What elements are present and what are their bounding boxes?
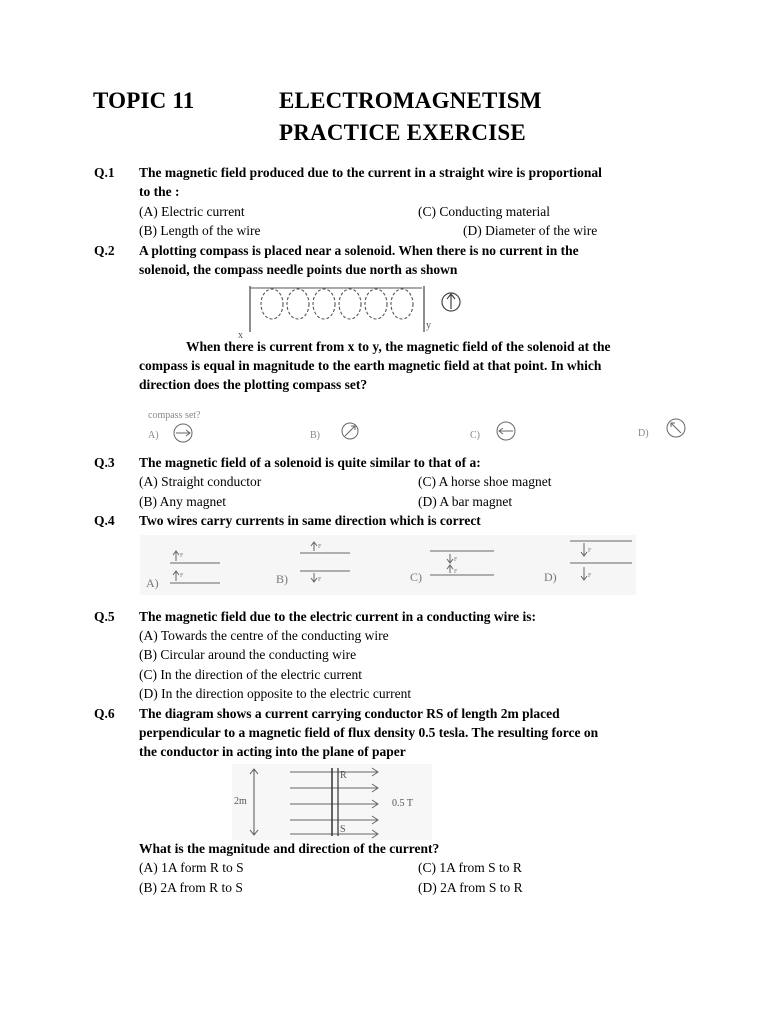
option-b: (B) Length of the wire — [139, 223, 261, 238]
question-number: Q.3 — [94, 455, 115, 470]
option-a: (A) Electric current — [139, 204, 245, 219]
question-number: Q.2 — [94, 243, 115, 258]
svg-text:F: F — [318, 577, 322, 583]
question-text: Two wires carry currents in same direction which is correct — [139, 513, 481, 528]
question-text: compass is equal in magnitude to the earth magnetic field at that point. In which — [139, 358, 602, 373]
question-number: Q.1 — [94, 165, 115, 180]
question-text: solenoid, the compass needle points due north as shown — [139, 262, 458, 277]
choice-c-label: C) — [410, 570, 422, 584]
question-text: the conductor in acting into the plane of paper — [139, 744, 406, 759]
choice-d-label: D) — [544, 570, 557, 584]
question-text: The diagram shows a current carrying conductor RS of length 2m placed — [139, 706, 560, 721]
question-text: What is the magnitude and direction of the current? — [139, 841, 440, 856]
page-title: ELECTROMAGNETISM — [279, 88, 542, 113]
svg-text:F: F — [454, 569, 458, 575]
question-text: The magnetic field of a solenoid is quite similar to that of a: — [139, 455, 481, 470]
option-c: (C) Conducting material — [418, 204, 550, 219]
question-number: Q.6 — [94, 706, 115, 721]
topic-number: TOPIC 11 — [93, 88, 195, 113]
solenoid-figure — [232, 282, 472, 340]
end-label-s: S — [340, 824, 346, 835]
question-number: Q.4 — [94, 513, 115, 528]
choice-d-label: D) — [638, 428, 649, 439]
question-text: A plotting compass is placed near a solenoid. When there is no current in the — [139, 243, 579, 258]
question-text: direction does the plotting compass set? — [139, 377, 368, 392]
choice-b-label: B) — [310, 430, 320, 441]
question-number: Q.5 — [94, 609, 115, 624]
question-text: The magnetic field produced due to the current in a straight wire is proportional — [139, 165, 602, 180]
conductor-field-figure — [232, 764, 432, 840]
svg-text:F: F — [180, 553, 184, 559]
parallel-wires-figure — [140, 535, 636, 595]
question-text: The magnetic field due to the electric current in a conducting wire is: — [139, 609, 536, 624]
svg-text:F: F — [588, 548, 592, 554]
choice-caption: compass set? — [148, 410, 201, 421]
option-a: (A) Straight conductor — [139, 474, 262, 489]
option-d: (D) Diameter of the wire — [463, 223, 598, 238]
option-b: (B) 2A from R to S — [139, 880, 243, 895]
question-text: perpendicular to a magnetic field of flux density 0.5 tesla. The resulting force on — [139, 725, 599, 740]
option-c: (C) 1A from S to R — [418, 860, 522, 875]
end-label-x: x — [238, 330, 243, 340]
end-label-y: y — [426, 320, 431, 331]
question-text: When there is current from x to y, the magnetic field of the solenoid at the — [186, 339, 611, 354]
question-text: to the : — [139, 184, 180, 199]
option-a: (A) Towards the centre of the conducting wire — [139, 628, 389, 643]
choice-a-label: A) — [146, 576, 159, 590]
choice-c-label: C) — [470, 430, 480, 441]
svg-text:F: F — [180, 573, 184, 579]
option-b: (B) Circular around the conducting wire — [139, 647, 357, 662]
page-subtitle: PRACTICE EXERCISE — [279, 120, 526, 145]
option-c: (C) In the direction of the electric current — [139, 667, 363, 682]
length-label: 2m — [234, 796, 247, 807]
choice-b-label: B) — [276, 572, 288, 586]
option-c: (C) A horse shoe magnet — [418, 474, 552, 489]
compass-choices-figure — [140, 406, 700, 446]
svg-text:F: F — [454, 557, 458, 563]
svg-text:F: F — [588, 573, 592, 579]
field-label: 0.5 T — [392, 798, 413, 809]
end-label-r: R — [340, 770, 347, 781]
option-d: (D) In the direction opposite to the electric current — [139, 686, 412, 701]
option-d: (D) A bar magnet — [418, 494, 513, 509]
option-b: (B) Any magnet — [139, 494, 226, 509]
choice-a-label: A) — [148, 430, 159, 441]
option-d: (D) 2A from S to R — [418, 880, 523, 895]
svg-text:F: F — [318, 544, 322, 550]
option-a: (A) 1A form R to S — [139, 860, 244, 875]
